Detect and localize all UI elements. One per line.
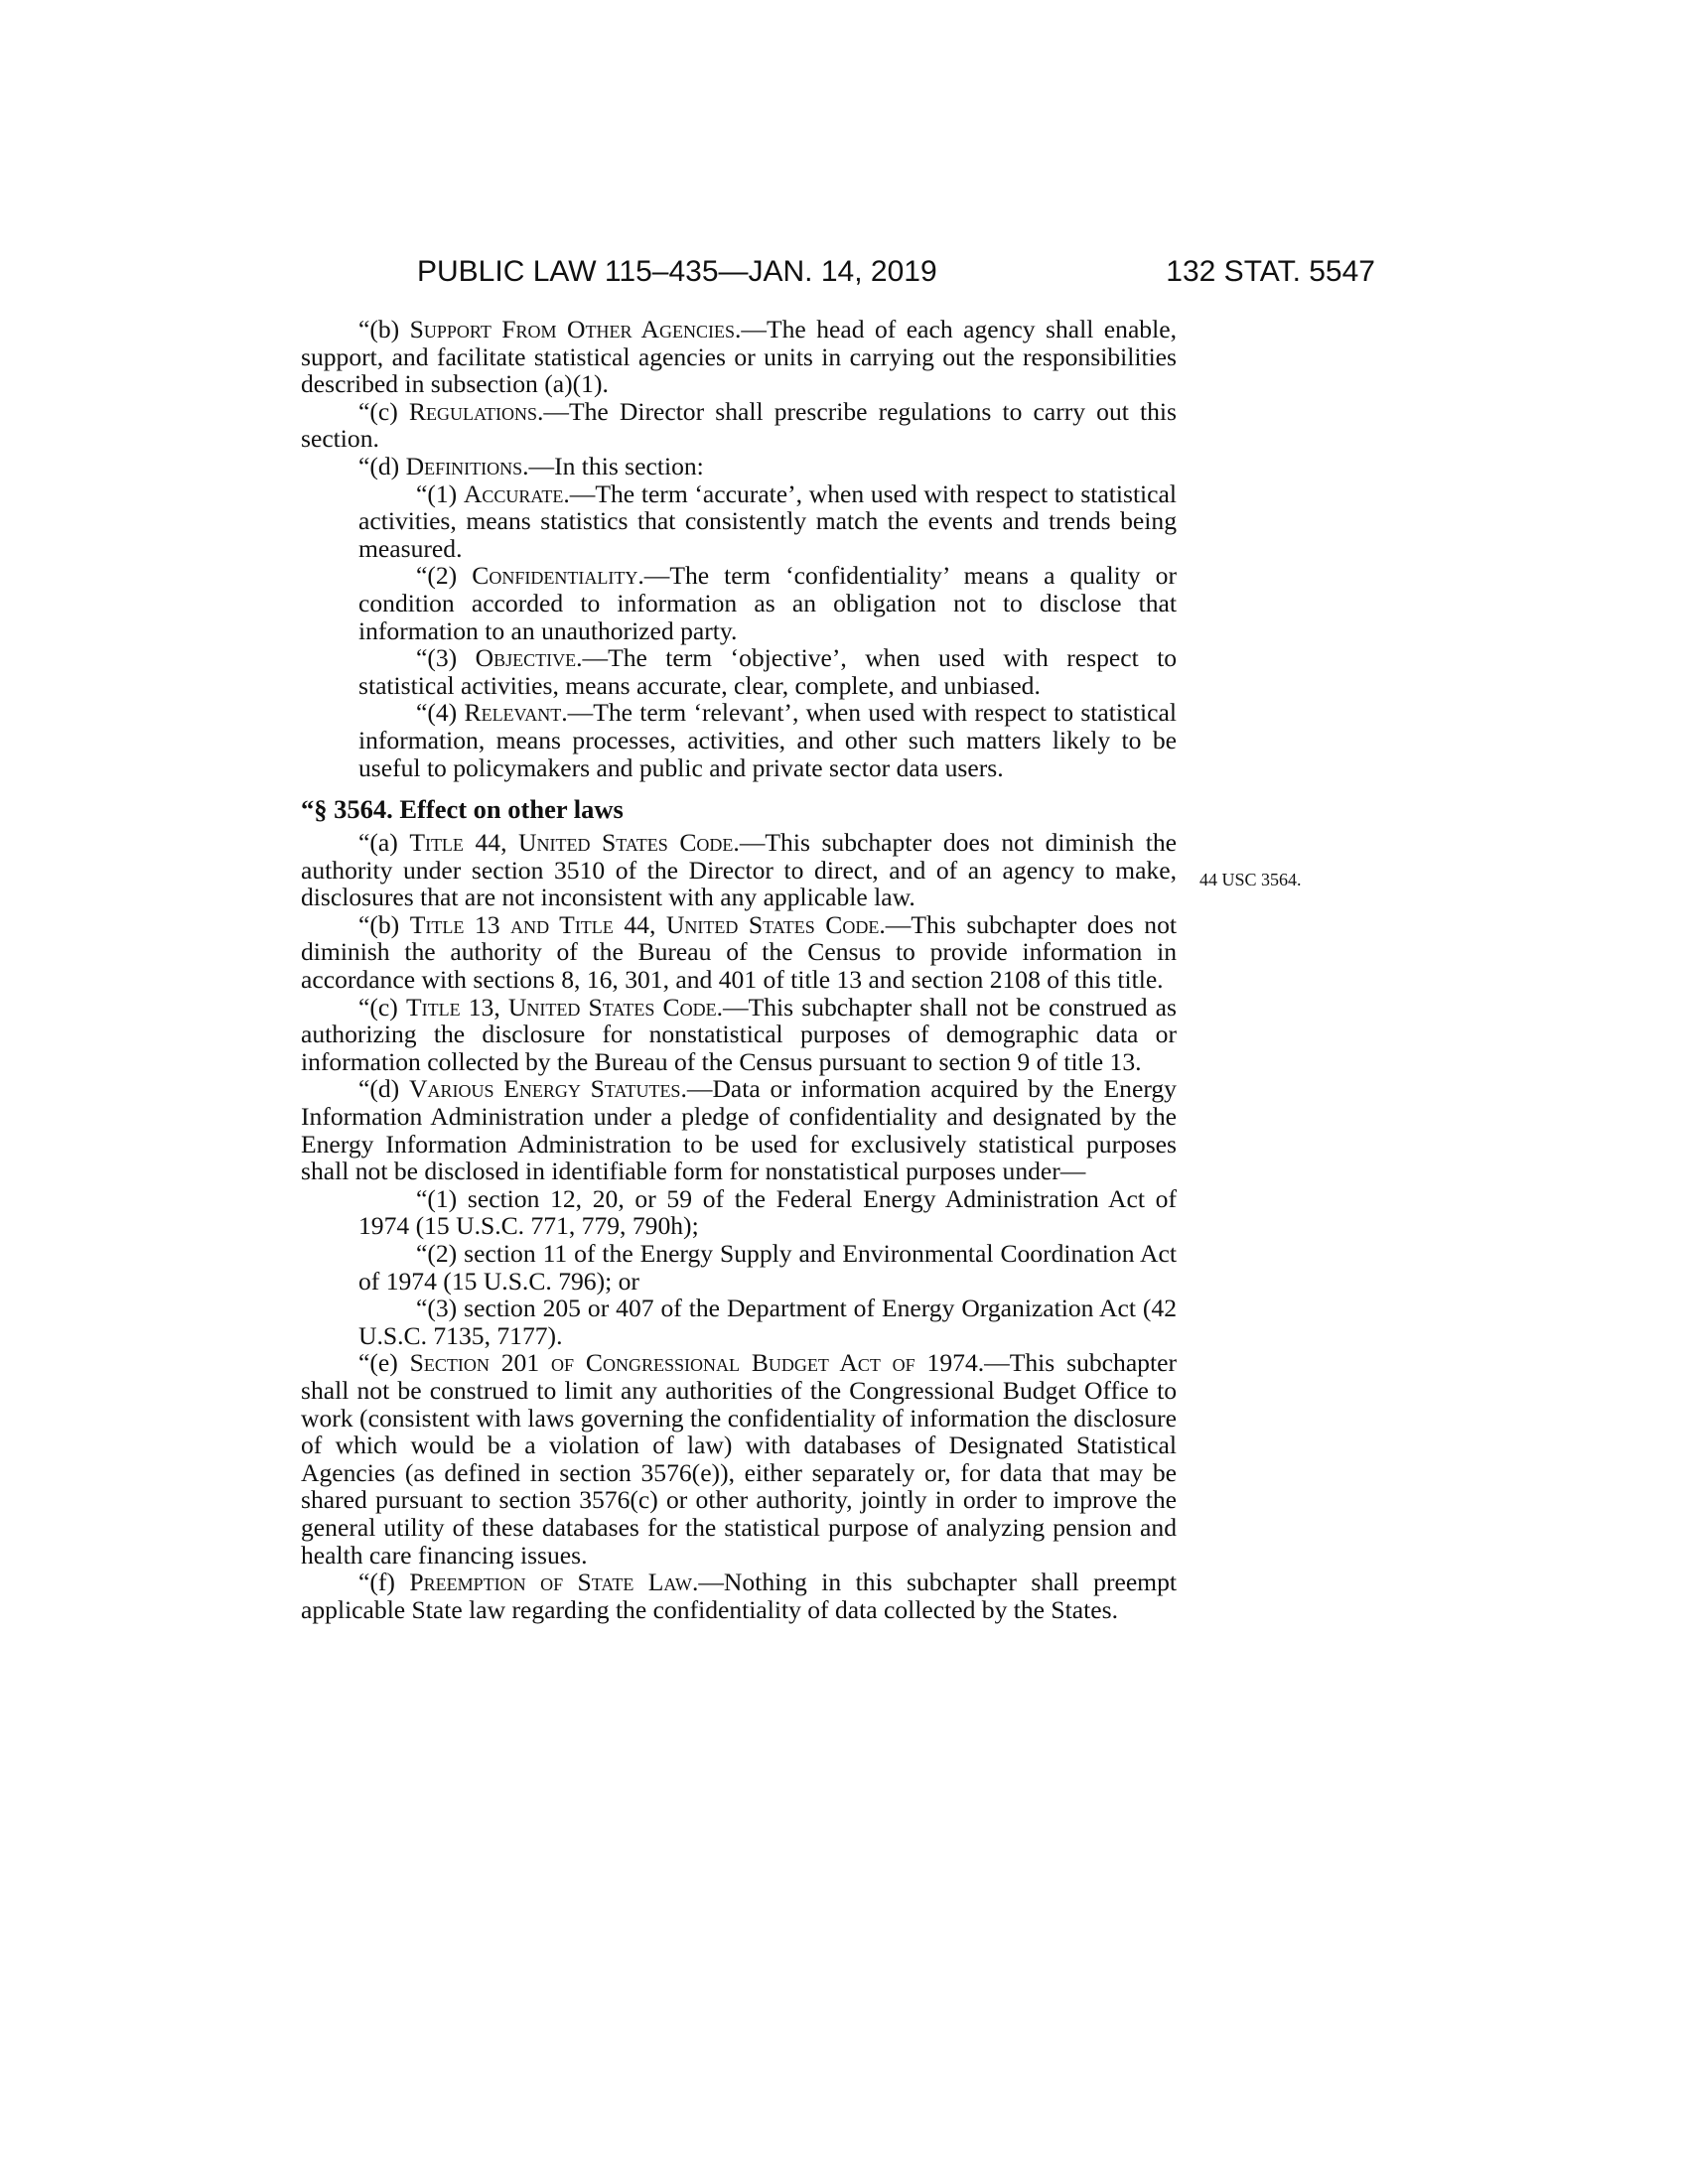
para-heading: Definitions [405,451,523,480]
para-heading: Preemption of State Law [409,1568,692,1597]
paragraph-d-energy-statutes [301,1075,1177,1184]
paragraph-b-support [301,316,1177,398]
para-text: .—This subchapter does not diminish the authority of the Bureau of the Census to provide information in accordance with sections 8, 16, 301, and 401 of title 13 and section 2108 of this title. [301,909,1177,995]
document-body [301,316,1177,1623]
para-label: “(b) [358,315,410,343]
para-heading: Title 44, United States Code [409,828,734,858]
para-label: “(c) [358,992,406,1022]
para-label: “(3) [416,643,476,673]
para-heading: Regulations [408,396,537,426]
para-text: .—This subchapter does not diminish the authority under section 3510 of the Director to direct, and of an agency to make, disclosures that are not inconsistent with any applicable law. [301,828,1177,912]
para-text: .—In this section: [522,451,704,480]
para-text: .—This subchapter shall not be construed to limit any authorities of the Congressional Budget Office to work (consistent with laws governing the confidentiality of information the disclosure of which would be a violation of law) with databases of Designated Statistical Agencies (as defined in section 3576(e)), either separately or, for data that may be shared pursuant to section 3576(c) or other authority, jointly in order to improve the general utility of these databases for the statistical purpose of analyzing pension and health care financing issues. [301,1348,1177,1570]
paragraph-a-title-44 [301,829,1177,911]
para-text: .—This subchapter shall not be construed as authorizing the disclosure for nonstatistical purposes of demographic data or information collected by the Bureau of the Census pursuant to section 9 of title 13. [301,992,1177,1076]
para-label: “(d) [358,1074,409,1104]
para-heading: Relevant [464,698,562,728]
paragraph-d-definitions [301,453,1177,480]
definition-confidentiality [358,562,1177,644]
para-text: .—The Director shall prescribe regulations to carry out this section. [301,396,1177,454]
definition-objective [358,644,1177,699]
energy-statute-3: “(3) section 205 or 407 of the Department of Energy Organization Act (42 U.S.C. 7135, 7177). [358,1294,1177,1350]
para-heading: Support From Other Agencies [409,315,735,343]
para-text: .—The term ‘confidentiality’ means a quality or condition accorded to information as an obligation not to disclose that information to an unauthorized party. [358,561,1177,645]
para-heading: Confidentiality [472,561,638,591]
paragraph-e-cbo [301,1349,1177,1569]
energy-statute-1: “(1) section 12, 20, or 59 of the Federal Energy Administration Act of 1974 (15 U.S.C. 771, 779, 790h); [358,1183,1177,1241]
definition-relevant [358,699,1177,781]
paragraph-f-preemption [301,1569,1177,1623]
para-text: .—The term ‘accurate’, when used with respect to statistical activities, means statistics that consistently match the events and trends being measured. [358,478,1177,563]
section-heading: “§ 3564. Effect on other laws [301,794,624,825]
para-label: “(4) [416,698,465,728]
definition-accurate [358,480,1177,563]
para-heading: Objective [475,643,577,673]
para-text: .—Data or information acquired by the Energy Information Administration under a pledge of confidentiality and designated by the Energy Information Administration to be used for exclusively statistical purposes shall not be disclosed in identifiable form for nonstatistical purposes under— [301,1074,1177,1186]
para-heading: Accurate [463,478,564,508]
para-label: “(d) [358,451,406,480]
para-heading: Title 13, United States Code [405,992,717,1022]
para-label: “(c) [358,396,409,426]
para-heading: Section 201 of Congressional Budget Act of 1974 [409,1348,978,1378]
para-label: “(a) [358,828,410,858]
para-label: “(2) [416,561,473,591]
para-label: “(e) [358,1348,410,1378]
paragraph-c-title-13 [301,994,1177,1076]
page-number: 132 STAT. 5547 [1166,255,1375,288]
paragraph-c-regulations [301,398,1177,453]
margin-citation: 44 USC 3564. [1199,870,1302,889]
para-label: “(1) [416,478,464,508]
para-heading: Various Energy Statutes [408,1074,681,1104]
running-head [417,250,1375,294]
para-text: .—The head of each agency shall enable, support, and facilitate statistical agencies or units in carrying out the responsibilities described in subsection (a)(1). [301,315,1177,399]
para-label: “(b) [358,909,410,939]
para-text: .—The term ‘relevant’, when used with respect to statistical information, means processes, activities, and other such matters likely to be useful to policymakers and public and private sector data users. [358,698,1177,782]
header-title: PUBLIC LAW 115–435—JAN. 14, 2019 [417,255,937,288]
para-text: .—The term ‘objective’, when used with respect to statistical activities, means accurate, clear, complete, and unbiased. [358,643,1178,700]
para-text: .—Nothing in this subchapter shall preempt applicable State law regarding the confidentiality of data collected by the States. [301,1568,1177,1624]
paragraph-b-title-13-and-44 [301,911,1177,994]
energy-statute-2: “(2) section 11 of the Energy Supply and Environmental Coordination Act of 1974 (15 U.S.C. 796); or [358,1239,1177,1296]
para-label: “(f) [358,1568,410,1597]
para-heading: Title 13 and Title 44, United States Code [409,909,880,939]
